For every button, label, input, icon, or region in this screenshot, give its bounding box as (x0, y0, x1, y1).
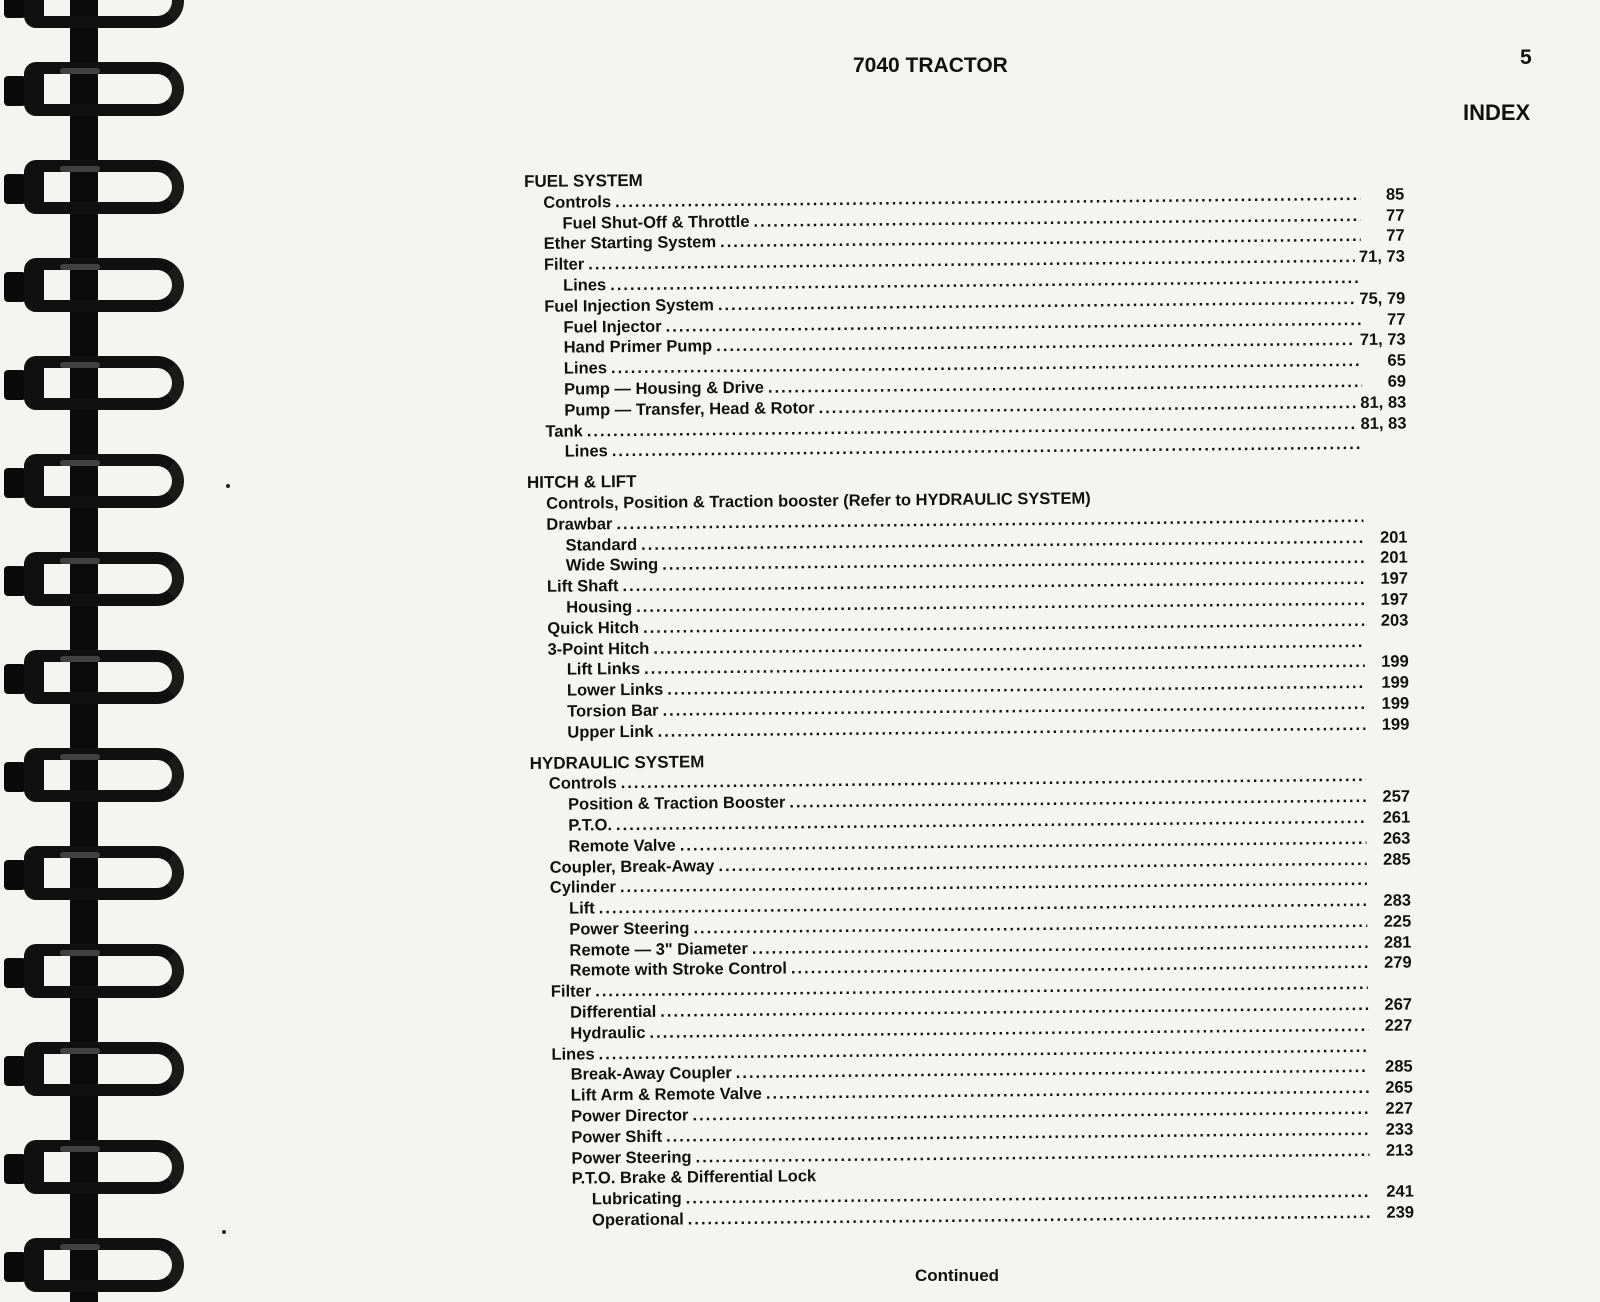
page-title: 7040 TRACTOR (853, 54, 1008, 77)
binding-ring (0, 156, 190, 222)
ring-highlight (60, 1146, 100, 1152)
index-entry-page: 233 (1385, 1120, 1414, 1139)
punch-hole (4, 566, 26, 596)
index-entry-label: P.T.O. (568, 816, 613, 835)
index-entry-label: Controls (548, 774, 617, 794)
index-entry-label: Position & Traction Booster (567, 793, 786, 814)
index-entry-page: 263 (1382, 829, 1411, 848)
punch-hole (4, 1252, 26, 1282)
index-entry-label: Lines (563, 276, 607, 295)
punch-hole (4, 1154, 26, 1184)
index-entry-page: 281 (1383, 933, 1412, 952)
ring-highlight (60, 460, 100, 466)
index-entry-label: Lines (551, 1045, 595, 1064)
spiral-binding (0, 0, 200, 1302)
ring-loop (24, 1042, 184, 1096)
ring-highlight (60, 950, 100, 956)
ring-loop (24, 0, 184, 28)
ring-highlight (60, 68, 100, 74)
binding-ring (0, 1234, 190, 1300)
section-label: INDEX (1463, 100, 1531, 125)
index-entry-label: Controls, Position & Traction booster (Refer to HYDRAULIC SYSTEM) (546, 489, 1091, 513)
index-entry-page: 261 (1382, 808, 1411, 827)
binding-ring (0, 744, 190, 810)
index-entry-label: Operational (591, 1210, 684, 1230)
ring-loop (24, 650, 184, 704)
index-entry-page: 199 (1381, 673, 1410, 692)
index-entry-page: 267 (1384, 995, 1413, 1014)
index-entry-label: Lubricating (591, 1189, 682, 1209)
binding-ring (0, 254, 190, 320)
index-entry-label: Lines (563, 359, 608, 378)
binding-ring (0, 548, 190, 614)
binding-ring (0, 940, 190, 1006)
ring-loop (24, 846, 184, 900)
binding-ring (0, 1136, 190, 1202)
index-entry-label: Lower Links (566, 680, 664, 700)
index-entry-label: Torsion Bar (567, 701, 659, 721)
binding-ring (0, 1038, 190, 1104)
ring-highlight (60, 1048, 100, 1054)
index-entry-label: Power Shift (571, 1127, 663, 1147)
binding-ring (0, 58, 190, 124)
index-entry-page: 227 (1385, 1099, 1414, 1118)
index-entry-label: 3-Point Hitch (547, 639, 650, 659)
index-entry-label: P.T.O. Brake & Differential Lock (571, 1167, 817, 1189)
binding-ring (0, 646, 190, 712)
index-entry-page: 75, 79 (1359, 289, 1406, 308)
index-entry-page: 201 (1379, 528, 1408, 547)
index-entry-label: Lift Links (566, 660, 641, 679)
ring-loop (24, 62, 184, 116)
ring-loop (24, 160, 184, 214)
index-entry-page: 265 (1385, 1078, 1413, 1098)
ring-loop (24, 454, 184, 508)
index-entry-page: 81, 83 (1360, 393, 1407, 412)
index-entry-page: 81, 83 (1360, 414, 1407, 433)
index-entry-page: 69 (1387, 372, 1407, 391)
index-entry-page: 199 (1381, 694, 1410, 713)
binding-ring (0, 352, 190, 418)
continued-note: Continued (915, 1266, 1000, 1285)
ring-highlight (60, 264, 100, 270)
index-entry-label: Power Director (570, 1106, 689, 1126)
ring-highlight (60, 754, 100, 760)
punch-hole (4, 1056, 26, 1086)
index-entry-page: 213 (1385, 1141, 1414, 1160)
punch-hole (4, 958, 26, 988)
index-entry-label: Drawbar (546, 514, 613, 534)
index-entry-page: 65 (1387, 351, 1406, 370)
binding-ring (0, 450, 190, 516)
index-entry-page: 257 (1382, 787, 1411, 806)
punch-hole (4, 0, 26, 18)
index-entry-label: Housing (566, 597, 633, 617)
index-entry-label: Lift (568, 899, 595, 918)
index-entry-page: 77 (1386, 206, 1405, 225)
index-entry-label: Lines (564, 442, 608, 461)
index-entry-page: 71, 73 (1359, 330, 1406, 350)
index-entry-label: Lift Shaft (546, 577, 619, 596)
index-entry-label: Ether Starting System (543, 233, 717, 254)
index-entry-page: 77 (1386, 226, 1405, 246)
index-entry-label: Fuel Injection System (544, 295, 714, 316)
index-entry-label: Coupler, Break-Away (549, 856, 715, 877)
index-entry-page: 199 (1381, 652, 1409, 672)
punch-hole (4, 860, 26, 890)
index-entry-page: 197 (1380, 590, 1409, 609)
binding-ring (0, 0, 190, 36)
ring-highlight (60, 1244, 100, 1250)
paper-speck (226, 484, 230, 488)
index-entry-page: 77 (1387, 310, 1406, 329)
ring-loop (24, 1140, 184, 1194)
index-entry-label: Controls (543, 192, 612, 212)
index-entry-page: 201 (1380, 548, 1408, 568)
index-entry-label: Remote Valve (568, 836, 676, 856)
index-entry-label: Tank (545, 422, 583, 441)
punch-hole (4, 370, 26, 400)
index-entry-page: 241 (1386, 1182, 1414, 1202)
index-entry-label: Cylinder (549, 878, 616, 898)
ring-highlight (60, 362, 100, 368)
index-entry-page: 197 (1380, 569, 1409, 588)
index-entry-label: Filter (543, 255, 585, 275)
index-entry-label: Fuel Injector (563, 317, 662, 337)
index-entry-label: Power Steering (571, 1148, 692, 1168)
index-entry-label: FUEL SYSTEM (524, 170, 643, 191)
ring-loop (24, 356, 184, 410)
index-entry-label: Differential (569, 1002, 657, 1022)
index-entry-label: Hand Primer Pump (563, 337, 713, 358)
index-entry-label: Remote — 3" Diameter (569, 939, 748, 960)
index-entry-page: 71, 73 (1358, 247, 1405, 267)
index-entry-page: 285 (1385, 1057, 1413, 1077)
index-entry-page: 283 (1383, 891, 1412, 910)
index-entry-page: 225 (1383, 912, 1412, 931)
ring-highlight (60, 656, 100, 662)
index-entry-label: Standard (565, 535, 638, 555)
index-entry-page: 227 (1384, 1016, 1413, 1035)
ring-loop (24, 552, 184, 606)
index-entry-label: Remote with Stroke Control (569, 959, 788, 981)
index-entry-label: Pump — Transfer, Head & Rotor (564, 398, 815, 420)
index-entry-label: Filter (550, 982, 592, 1002)
ring-highlight (60, 166, 100, 172)
page-number: 5 (1520, 46, 1532, 69)
ring-highlight (60, 852, 100, 858)
paper-speck (222, 1230, 226, 1234)
binding-ring (0, 842, 190, 908)
ring-highlight (60, 558, 100, 564)
index-entry-label: Power Steering (569, 919, 690, 939)
index-entry-label: Quick Hitch (547, 618, 640, 638)
index-entry-label: Upper Link (567, 722, 654, 742)
ring-loop (24, 748, 184, 802)
ring-loop (24, 258, 184, 312)
index-entry-page: 203 (1380, 611, 1409, 630)
index-list (524, 164, 1414, 1232)
index-entry-page: 85 (1385, 185, 1405, 204)
index-entry-page: 199 (1381, 715, 1410, 734)
index-entry-label: Pump — Housing & Drive (564, 378, 765, 399)
punch-hole (4, 468, 26, 498)
index-entry-label: Lift Arm & Remote Valve (570, 1085, 762, 1105)
index-entry-page: 239 (1386, 1203, 1415, 1222)
ring-loop (24, 1238, 184, 1292)
index-entry-label: Break-Away Coupler (570, 1064, 732, 1085)
index-entry-label: HITCH & LIFT (526, 472, 637, 493)
index-entry-label: Hydraulic (570, 1023, 646, 1043)
index-entry-label: Fuel Shut-Off & Throttle (562, 212, 750, 233)
ring-loop (24, 944, 184, 998)
punch-hole (4, 174, 26, 204)
index-entry-page: 285 (1383, 850, 1411, 869)
index-entry-page: 279 (1384, 954, 1412, 973)
index-entry-label: Wide Swing (565, 556, 659, 575)
punch-hole (4, 762, 26, 792)
punch-hole (4, 76, 26, 106)
index-entry-label: HYDRAULIC SYSTEM (529, 751, 705, 773)
punch-hole (4, 272, 26, 302)
punch-hole (4, 664, 26, 694)
